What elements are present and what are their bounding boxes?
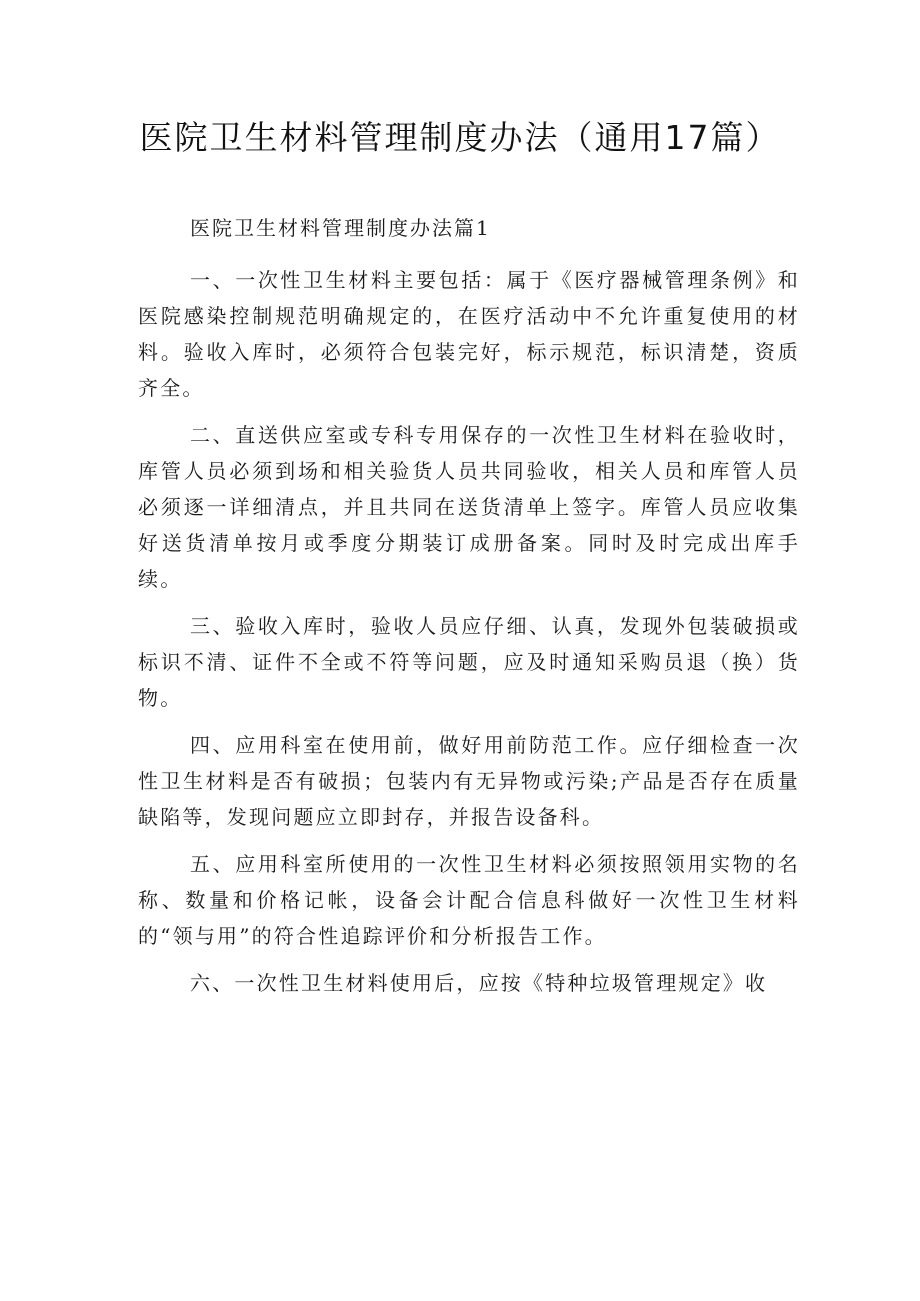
paragraph-1: 一、一次性卫生材料主要包括：属于《医疗器械管理条例》和医院感染控制规范明确规定的，在医疗活动中不允许重复使用的材料。验收入库时，必须符合包装完好，标示规范，标识清楚，资质齐全。 xyxy=(138,268,800,400)
paragraph-6: 六、一次性卫生材料使用后，应按《特种垃圾管理规定》收 xyxy=(190,971,768,995)
section-heading: 医院卫生材料管理制度办法篇1 xyxy=(190,216,491,240)
paragraph-4: 四、应用科室在使用前，做好用前防范工作。应仔细检查一次性卫生材料是否有破损；包装内有无异物或污染;产品是否存在质量缺陷等，发现问题应立即封存，并报告设备科。 xyxy=(138,733,800,829)
paragraph-3: 三、验收入库时，验收人员应仔细、认真，发现外包装破损或标识不清、证件不全或不符等问题，应及时通知采购员退（换）货物。 xyxy=(138,614,800,710)
paragraph-5: 五、应用科室所使用的一次性卫生材料必须按照领用实物的名称、数量和价格记帐，设备会计配合信息科做好一次性卫生材料的“领与用”的符合性追踪评价和分析报告工作。 xyxy=(138,852,800,948)
paragraph-2: 二、直送供应室或专科专用保存的一次性卫生材料在验收时，库管人员必须到场和相关验货人员共同验收，相关人员和库管人员必须逐一详细清点，并且共同在送货清单上签字。库管人员应收集好送货清单按月或季度分期装订成册备案。同时及时完成出库手续。 xyxy=(138,423,800,591)
document-body xyxy=(138,210,800,1012)
document-title: 医院卫生材料管理制度办法（通用17篇） xyxy=(139,118,781,157)
